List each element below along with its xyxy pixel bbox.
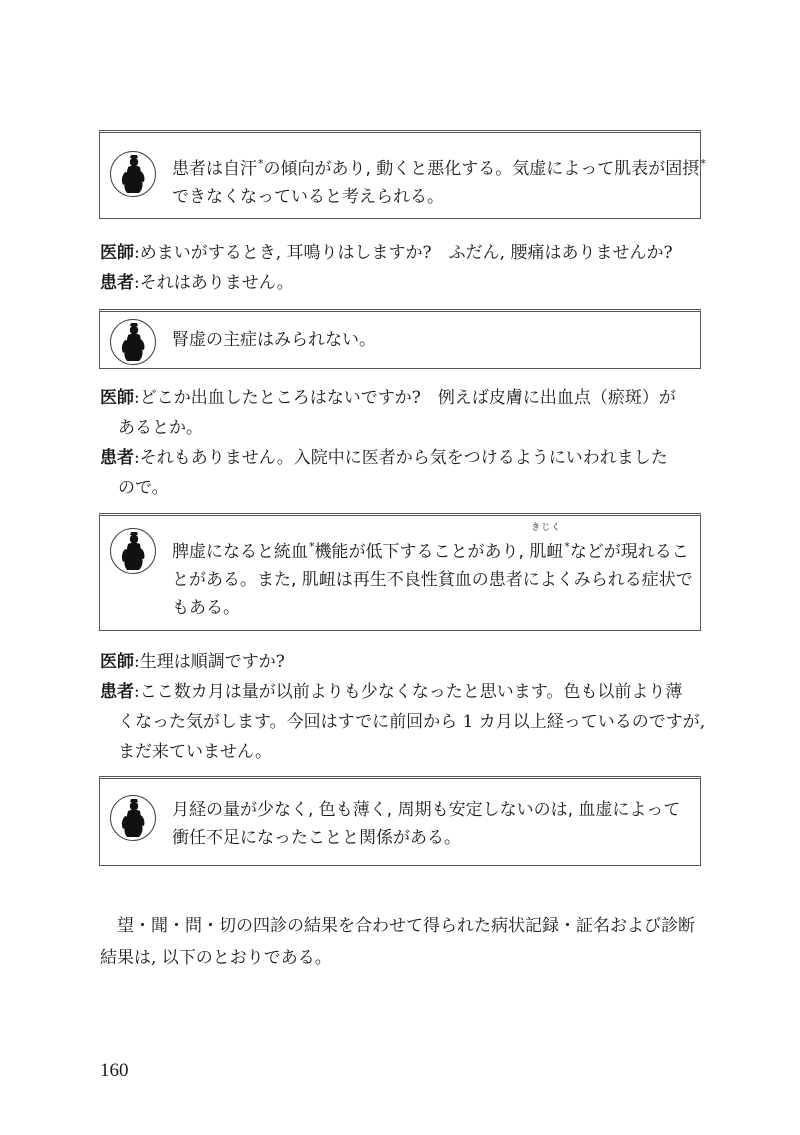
- physician-figure-icon: [110, 795, 156, 841]
- ruby-reading: きじく: [531, 523, 562, 533]
- note-line: 患者は自汗*の傾向があり, 動くと悪化する。気虚によって肌表が固摂*: [172, 157, 706, 179]
- note-box-1: [99, 130, 706, 219]
- note-line: できなくなっていると考えられる。: [172, 187, 444, 207]
- note-line: もある。: [172, 598, 240, 618]
- dialogue-continuation: ので。: [118, 478, 169, 498]
- note-line: 月経の量が少なく, 色も薄く, 周期も安定しないのは, 血虚によって: [172, 800, 681, 820]
- dialogue-block-1: [100, 238, 702, 298]
- dialogue-line: 患者:ここ数カ月は量が以前よりも少なくなったと思います。色も以前より薄: [100, 682, 683, 702]
- page-number: 160: [100, 1060, 129, 1081]
- speaker-label: 患者: [100, 448, 134, 468]
- note-text-1: [172, 150, 706, 211]
- speaker-label: 患者: [100, 273, 134, 293]
- note-box-2: [99, 309, 701, 369]
- dialogue-block-3: [100, 647, 706, 767]
- note-line: 腎虚の主症はみられない。: [172, 330, 376, 350]
- dialogue-continuation: あるとか。: [118, 418, 203, 438]
- note-box-3: [99, 513, 701, 631]
- note-text-4: [172, 796, 686, 852]
- speaker-label: 医師: [100, 388, 134, 408]
- note-box-4: [99, 776, 701, 866]
- paragraph-line: 望・聞・問・切の四診の結果を合わせて得られた病状記録・証名および診断: [100, 916, 695, 936]
- note-line: 脾虚になると統血*機能が低下することがあり, きじく 肌衄*などが現れるこ: [172, 533, 686, 566]
- dialogue-line: 医師:生理は順調ですか?: [100, 652, 285, 672]
- dialogue-line: 患者:それもありません。入院中に医者から気をつけるようにいわれました: [100, 448, 668, 468]
- speaker-label: 患者: [100, 682, 134, 702]
- speaker-label: 医師: [100, 243, 134, 263]
- conclusion-paragraph: [100, 910, 702, 974]
- physician-figure-icon: [110, 528, 156, 574]
- note-text-3: [172, 523, 693, 622]
- physician-figure-icon: [110, 319, 156, 365]
- dialogue-block-2: [100, 383, 702, 503]
- dialogue-line: 医師:めまいがするとき, 耳鳴りはしますか? ふだん, 腰痛はありませんか?: [100, 243, 673, 263]
- paragraph-line: 結果は, 以下のとおりである。: [100, 948, 332, 968]
- ruby-term: きじく 肌衄: [529, 523, 564, 562]
- note-text-2: [172, 326, 686, 354]
- dialogue-line: 患者:それはありません。: [100, 273, 294, 293]
- dialogue-line: 医師:どこか出血したところはないですか? 例えば皮膚に出血点（瘀斑）が: [100, 388, 676, 408]
- speaker-label: 医師: [100, 652, 134, 672]
- dialogue-continuation: まだ来ていません。: [118, 742, 273, 762]
- note-line: とがある。また, 肌衄は再生不良性貧血の患者によくみられる症状で: [172, 570, 693, 590]
- dialogue-continuation: くなった気がします。今回はすでに前回から 1 カ月以上経っているのですが,: [118, 712, 706, 732]
- note-line: 衝任不足になったことと関係がある。: [172, 828, 461, 848]
- physician-figure-icon: [110, 151, 156, 197]
